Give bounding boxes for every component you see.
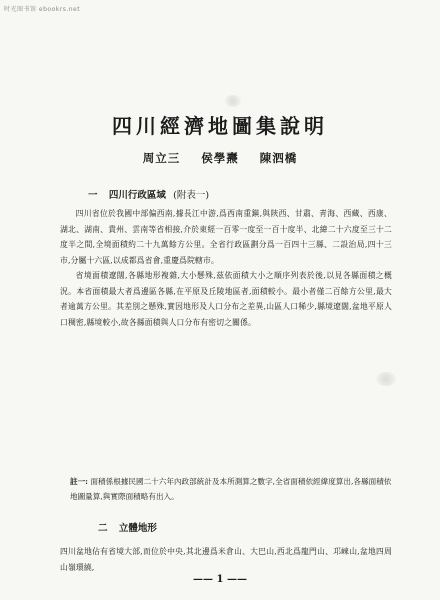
section-number: 一: [88, 190, 98, 201]
paragraph: 四川盆地佔有省境大部,而位於中央,其北邊爲米倉山、大巴山,西北爲龍門山、邛崍山,盆地四周山嶺環繞,: [60, 547, 392, 572]
footnote: [70, 474, 392, 504]
section-heading-1: [88, 187, 209, 201]
section-attachment-note: (附表一): [173, 190, 210, 201]
scan-smudge: [225, 95, 241, 107]
author-name: 陳泗橋: [259, 151, 298, 165]
section-heading-2: [98, 520, 157, 534]
paragraph: 四川省位於我國中部偏西南,據長江中游,爲西南重鎭,與陝西、甘肅、靑海、西藏、西康、湖北、湖南、貴州、雲南等省相接,介於東經一百零一度至一百十度半、北緯二十六度至三十二度半之間,全境面積約二十九萬餘方公里。全省行政區劃分爲一百四十三縣、二設治局,四十三市,分屬十六區,以成都爲省會,重慶爲院轄市。: [60, 209, 392, 265]
footnote-text: 面積係根據民國二十六年內政部統計及本所測算之數字,全省面積依經緯度算出,各縣面積依地圖量算,與實際面積略有出入。: [70, 477, 392, 501]
author-name: 侯學燾: [201, 151, 239, 165]
page-number: —— 1 ——: [193, 574, 247, 585]
section-1-body: [60, 206, 392, 330]
footnote-label: 註一:: [70, 477, 88, 486]
watermark: 时光图书馆 ebookrs.net: [4, 6, 81, 13]
document-title: 四川經濟地圖集說明: [112, 114, 328, 138]
author-list: [0, 150, 440, 166]
paragraph: 省境面積遼闊,各縣地形複雜,大小懸殊,茲依面積大小之順序列表於後,以見各縣面積之概況。本省面積最大者爲邊區各縣,在平原及丘陵地區者,面積較小。最小者僅二百餘方公里,最大者逾萬方公里。其差別之懸殊,實因地形及人口分布之差異,山區人口稀少,縣境遼闊,盆地平原人口稠密,縣境較小,故各縣面積與人口分布有密切之關係。: [60, 271, 392, 327]
section-title: 四川行政區域: [108, 190, 166, 201]
scan-smudge: [376, 372, 396, 386]
section-2-body: [60, 544, 392, 575]
section-number: 二: [98, 523, 108, 534]
author-name: 周立三: [142, 151, 181, 165]
section-title: 立體地形: [118, 523, 157, 534]
